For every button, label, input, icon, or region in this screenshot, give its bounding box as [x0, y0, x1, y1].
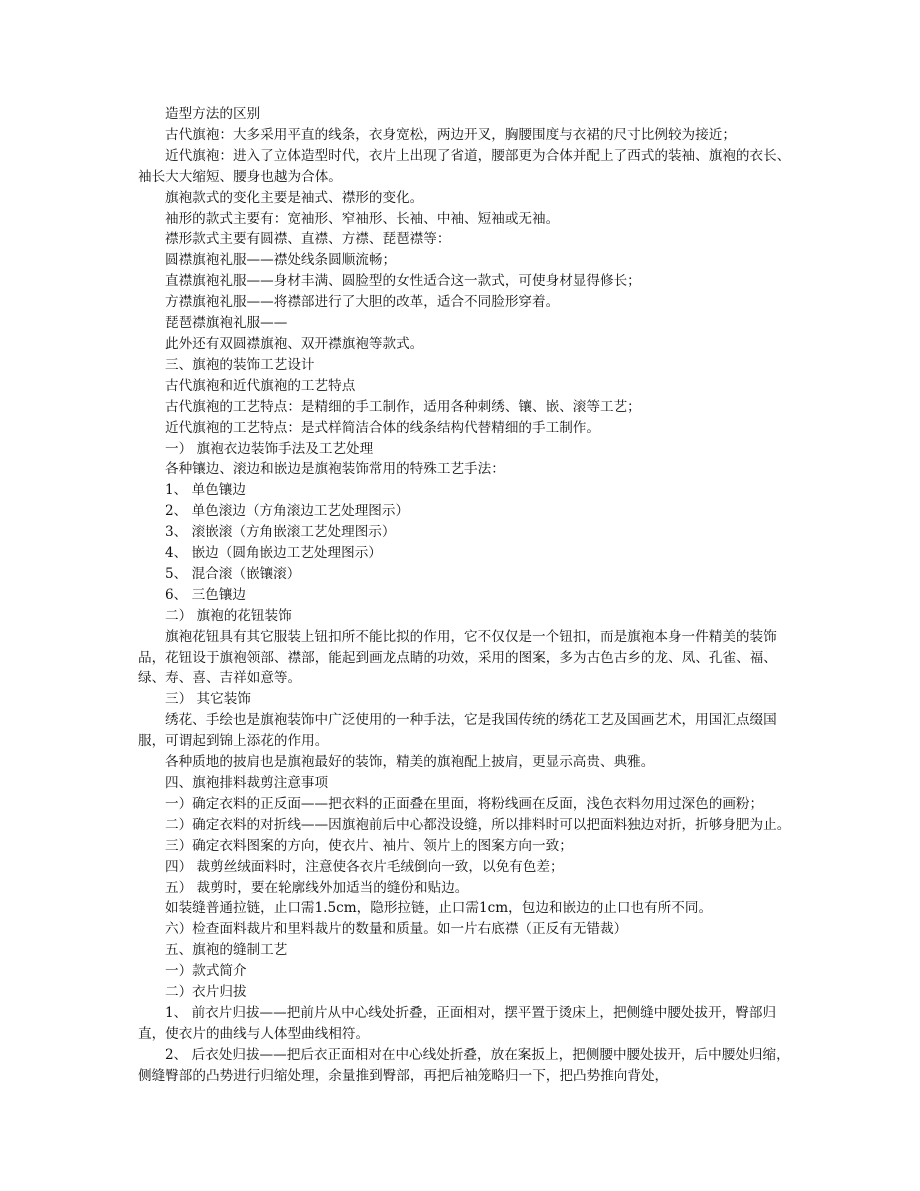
paragraph: 古代旗袍的工艺特点：是精细的手工制作，适用各种刺绣、镶、嵌、滚等工艺； — [165, 398, 641, 415]
paragraph: 近代旗袍的工艺特点：是式样简洁合体的线条结构代替精细的手工制作。 — [165, 419, 600, 436]
section-heading: 造型方法的区别 — [165, 106, 261, 122]
subsection-heading: 三） 其它装饰 — [165, 691, 251, 708]
list-item: 5、 混合滚（嵌镶滚） — [165, 565, 301, 582]
list-item: 1、 单色镶边 — [165, 482, 246, 499]
paragraph: 三）确定衣料图案的方向，使衣片、袖片、领片上的图案方向一致； — [165, 837, 573, 854]
section-heading: 四、旗袍排料裁剪注意事项 — [165, 775, 329, 791]
paragraph: 一）确定衣料的正反面——把衣料的正面叠在里面，将粉线画在反面，浅色衣料勿用过深色的画粉； — [165, 795, 764, 812]
section-heading: 三、旗袍的装饰工艺设计 — [165, 356, 315, 373]
paragraph: 直襟旗袍礼服——身材丰满、圆脸型的女性适合这一款式，可使身材显得修长； — [165, 273, 641, 290]
subsection-heading: 一） 旗袍衣边装饰手法及工艺处理 — [165, 440, 374, 457]
section-heading: 五、旗袍的缝制工艺 — [165, 942, 288, 959]
subsection-heading: 二） 旗袍的花钮装饰 — [165, 607, 292, 624]
paragraph: 1、 前衣片归拔——把前片从中心线处折叠，正面相对，摆平置于烫床上，把侧缝中腰处拔开，臀部归直，使衣片的曲线与人体型曲线相符。 — [138, 1004, 777, 1042]
paragraph: 近代旗袍：进入了立体造型时代，衣片上出现了省道，腰部更为合体并配上了西式的装袖、旗袍的衣长、袖长大大缩短、腰身也越为合体。 — [138, 147, 791, 185]
subsection-heading: 二）衣片归拔 — [165, 984, 247, 1001]
paragraph: 圆襟旗袍礼服——襟处线条圆顺流畅； — [165, 252, 397, 269]
paragraph: 各种镶边、滚边和嵌边是旗袍装饰常用的特殊工艺手法： — [165, 461, 505, 478]
paragraph: 袖形的款式主要有：宽袖形、窄袖形、长袖、中袖、短袖或无袖。 — [165, 210, 560, 227]
subsection-heading: 一）款式简介 — [165, 963, 247, 980]
paragraph: 六）检查面料裁片和里料裁片的数量和质量。如一片右底襟（正反有无错裁） — [165, 921, 628, 938]
paragraph: 旗袍花钮具有其它服装上钮扣所不能比拟的作用，它不仅仅是一个钮扣，而是旗袍本身一件精美的装饰品，花钮设于旗袍领部、襟部，能起到画龙点睛的功效，采用的图案，多为古色古乡的龙、凤、孔雀、福、绿、寿、喜、吉祥如意等。 — [138, 628, 777, 687]
paragraph: 如装缝普通拉链，止口需1.5cm，隐形拉链，止口需1cm，包边和嵌边的止口也有所不同。 — [165, 900, 713, 917]
paragraph: 二）确定衣料的对折线——因旗袍前后中心都没设缝，所以排料时可以把面料独边对折，折够身肥为止。 — [165, 816, 791, 833]
paragraph: 旗袍款式的变化主要是袖式、襟形的变化。 — [165, 189, 424, 206]
paragraph: 此外还有双圆襟旗袍、双开襟旗袍等款式。 — [165, 335, 424, 352]
paragraph: 2、 后衣处归拔——把后衣正面相对在中心线处折叠，放在案扳上，把侧腰中腰处拔开，后中腰处归缩，侧缝臀部的凸势进行归缩处理，余量推到臀部，再把后袖笼略归一下，把凸势推向背处， — [138, 1046, 790, 1084]
list-item: 6、 三色镶边 — [165, 586, 246, 603]
paragraph: 五） 裁剪时，要在轮廓线外加适当的缝份和贴边。 — [165, 879, 469, 896]
list-item: 2、 单色滚边（方角滚边工艺处理图示） — [165, 503, 410, 520]
list-item: 3、 滚嵌滚（方角嵌滚工艺处理图示） — [165, 524, 396, 541]
paragraph: 各种质地的披肩也是旗袍最好的装饰，精美的旗袍配上披肩，更显示高贵、典雅。 — [165, 754, 655, 771]
paragraph: 方襟旗袍礼服——将襟部进行了大胆的改革，适合不同脸形穿着。 — [165, 294, 560, 311]
paragraph: 古代旗袍：大多采用平直的线条，衣身宽松，两边开叉，胸腰围度与衣裙的尺寸比例较为接近； — [165, 126, 736, 143]
paragraph: 绣花、手绘也是旗袍装饰中广泛使用的一种手法，它是我国传统的绣花工艺及国画艺术，用国汇点缀国服，可谓起到锦上添花的作用。 — [138, 712, 777, 750]
paragraph: 琵琶襟旗袍礼服—— — [165, 315, 288, 332]
document-body — [138, 104, 798, 1087]
paragraph: 襟形款式主要有圆襟、直襟、方襟、琵琶襟等： — [165, 231, 451, 248]
paragraph: 四） 裁剪丝绒面料时，注意使各衣片毛绒倒向一致，以免有色差； — [165, 858, 564, 875]
paragraph: 古代旗袍和近代旗袍的工艺特点 — [165, 377, 356, 394]
list-item: 4、 嵌边（圆角嵌边工艺处理图示） — [165, 545, 382, 562]
